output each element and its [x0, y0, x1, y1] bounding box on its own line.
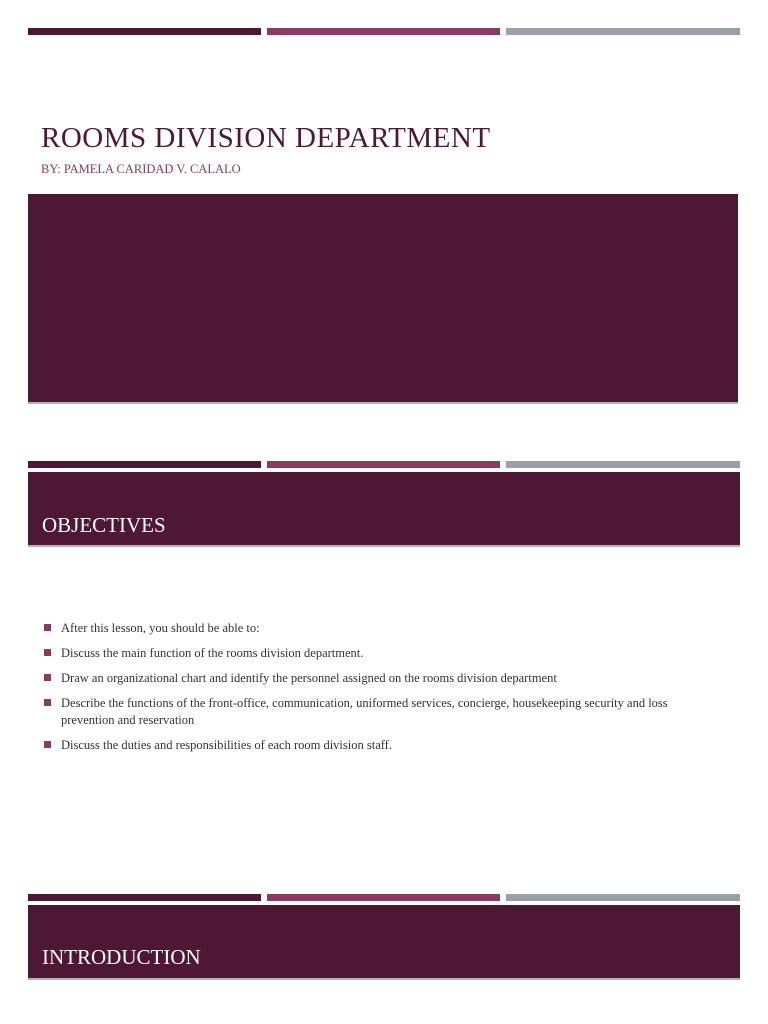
list-item-text: Describe the functions of the front-office, communication, uniformed services, concierge, housekeeping security and loss prevention and reservation: [61, 696, 668, 727]
bar-accent: [267, 461, 500, 468]
list-item: [44, 737, 724, 754]
bullet-square-icon: [44, 624, 51, 631]
list-item-text: After this lesson, you should be able to:: [61, 621, 260, 635]
bullet-square-icon: [44, 674, 51, 681]
bullet-square-icon: [44, 649, 51, 656]
slide-subtitle: BY: PAMELA CARIDAD V. CALALO: [41, 162, 241, 176]
bar-gray: [506, 894, 740, 901]
bar-dark: [28, 28, 261, 35]
list-item-text: Draw an organizational chart and identify the personnel assigned on the rooms division department: [61, 671, 557, 685]
bar-dark: [28, 461, 261, 468]
slide-title: ROOMS DIVISION DEPARTMENT: [41, 122, 491, 154]
introduction-header-band: [28, 905, 740, 980]
title-color-block: [28, 194, 738, 404]
list-item-text: Discuss the main function of the rooms division department.: [61, 646, 364, 660]
objectives-list: [44, 620, 724, 762]
objectives-heading: OBJECTIVES: [42, 513, 166, 537]
bullet-square-icon: [44, 741, 51, 748]
list-item-text: Discuss the duties and responsibilities of each room division staff.: [61, 738, 392, 752]
list-item: [44, 695, 724, 729]
list-item: [44, 645, 724, 662]
decorative-bars: [28, 894, 740, 901]
list-item: [44, 670, 724, 687]
decorative-bars: [28, 461, 740, 468]
bar-accent: [267, 28, 500, 35]
bar-dark: [28, 894, 261, 901]
bar-gray: [506, 28, 740, 35]
bullet-square-icon: [44, 699, 51, 706]
decorative-bars: [28, 28, 740, 35]
objectives-header-band: [28, 472, 740, 547]
bar-accent: [267, 894, 500, 901]
list-item: [44, 620, 724, 637]
bar-gray: [506, 461, 740, 468]
introduction-heading: INTRODUCTION: [42, 945, 201, 969]
